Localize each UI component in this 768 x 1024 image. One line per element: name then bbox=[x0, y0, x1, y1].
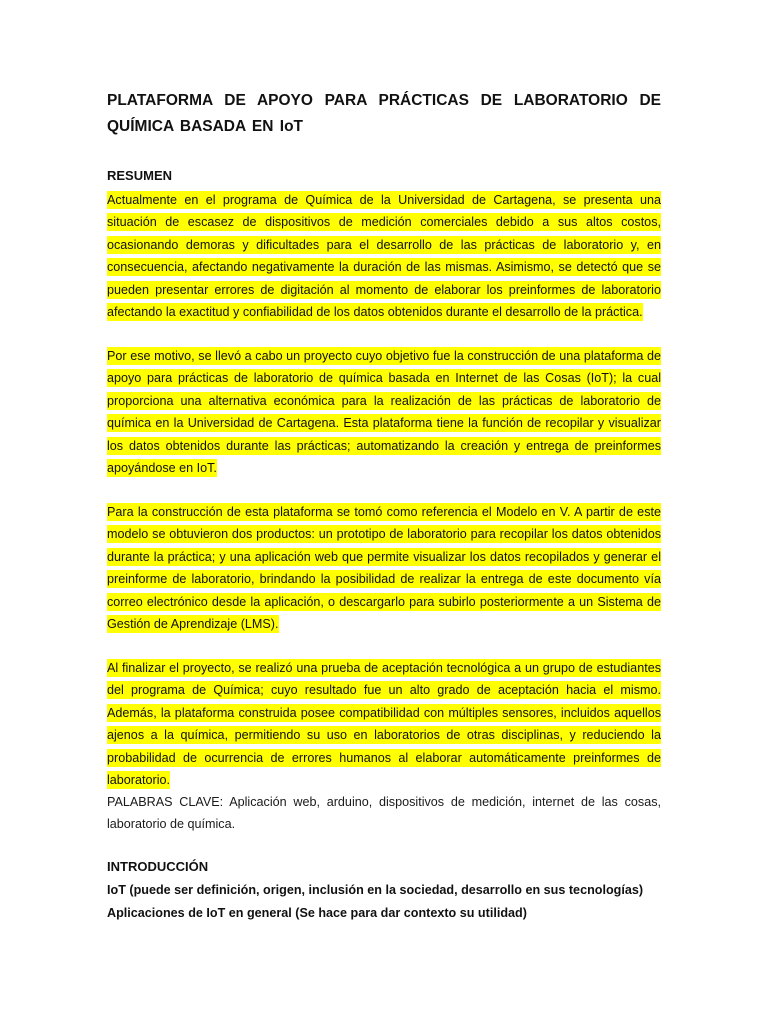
document-title: PLATAFORMA DE APOYO PARA PRÁCTICAS DE LABORATORIO DE QUÍMICA BASADA EN IoT bbox=[107, 92, 661, 135]
resumen-paragraph-3 bbox=[107, 501, 661, 635]
highlighted-text: Actualmente en el programa de Química de la Universidad de Cartagena, se presenta una situación de escasez de dispositivos de medición comerciales debido a sus altos costos, ocasionando demoras y dificultades para el desarrollo de las prácticas de laboratorio y, en consecuencia, afectando negativamente la duración de las mismas. Asimismo, se detectó que se pueden presentar errores de digitación al momento de elaborar los preinformes de laboratorio afectando la exactitud y confiabilidad de los datos obtenidos durante el desarrollo de la práctica. bbox=[107, 193, 661, 320]
highlighted-text: Por ese motivo, se llevó a cabo un proyecto cuyo objetivo fue la construcción de una plataforma de apoyo para prácticas de laboratorio de química basada en Internet de las Cosas (IoT); la cual proporciona una alternativa económica para la realización de las prácticas de laboratorio de química en la Universidad de Cartagena. Esta plataforma tiene la función de recopilar y visualizar los datos obtenidos durante las prácticas; automatizando la creación y entrega de preinformes apoyándose en IoT. bbox=[107, 349, 661, 476]
keywords-paragraph: PALABRAS CLAVE: Aplicación web, arduino, dispositivos de medición, internet de las cosas, laboratorio de química. bbox=[107, 795, 661, 832]
resumen-paragraph-2 bbox=[107, 345, 661, 479]
intro-line-iot: IoT (puede ser definición, origen, inclusión en la sociedad, desarrollo en sus tecnologías) bbox=[107, 883, 644, 897]
highlighted-text: Al finalizar el proyecto, se realizó una prueba de aceptación tecnológica a un grupo de estudiantes del programa de Química; cuyo resultado fue un alto grado de aceptación hacia el mismo. Además, la plataforma construida posee compatibilidad con múltiples sensores, incluidos aquellos ajenos a la química, permitiendo su uso en laboratorios de otras disciplinas, y reduciendo la probabilidad de ocurrencia de errores humanos al elaborar automáticamente preinformes de laboratorio. bbox=[107, 661, 661, 788]
introduccion-heading: INTRODUCCIÓN bbox=[107, 859, 209, 874]
intro-line-aplicaciones: Aplicaciones de IoT en general (Se hace para dar contexto su utilidad) bbox=[107, 906, 527, 920]
resumen-paragraph-1 bbox=[107, 189, 661, 323]
resumen-heading: RESUMEN bbox=[107, 168, 173, 183]
resumen-paragraph-4 bbox=[107, 657, 661, 791]
highlighted-text: Para la construcción de esta plataforma se tomó como referencia el Modelo en V. A partir de este modelo se obtuvieron dos productos: un prototipo de laboratorio para recopilar los datos obtenidos durante la práctica; y una aplicación web que permite visualizar los datos recopilados y generar el preinforme de laboratorio, brindando la posibilidad de realizar la entrega de este documento vía correo electrónico desde la aplicación, o descargarlo para subirlo posteriormente a un Sistema de Gestión de Aprendizaje (LMS). bbox=[107, 505, 661, 632]
